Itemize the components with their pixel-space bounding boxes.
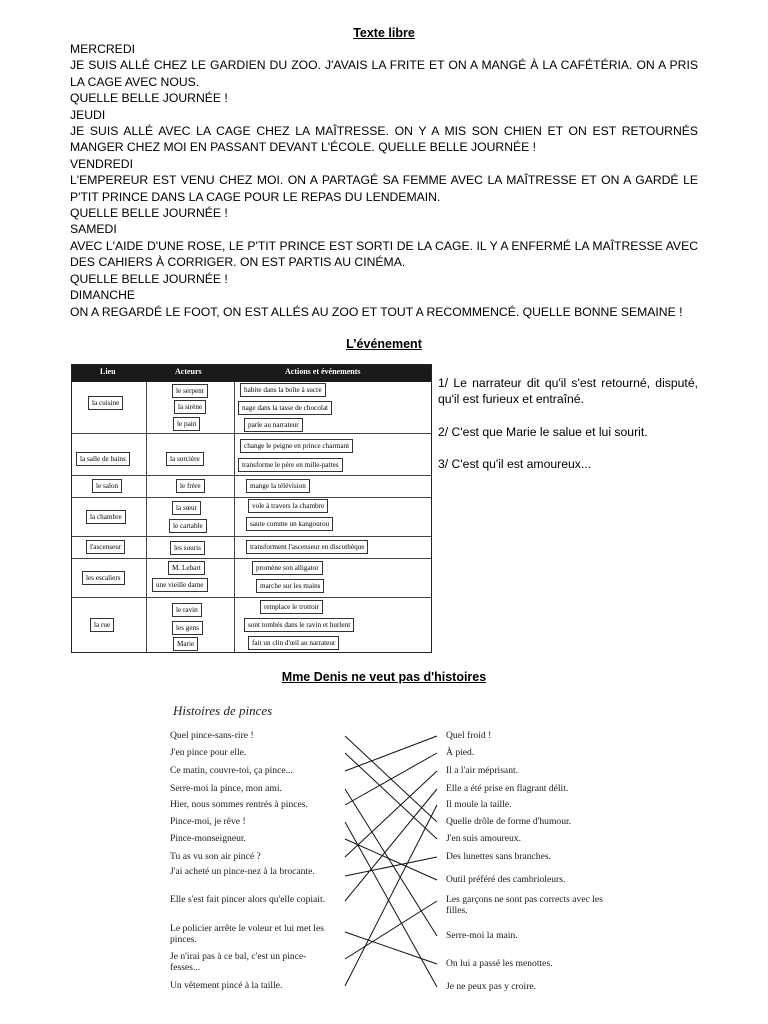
paragraph: QUELLE BELLE JOURNÉE ! [70, 91, 228, 106]
right-item: Quel froid ! [446, 730, 492, 741]
header-actions: Actions et événements [285, 367, 361, 376]
acteur-cell: le ravin [172, 603, 202, 617]
paragraph: JE SUIS ALLÉ CHEZ LE GARDIEN DU ZOO. J'AVAIS LA FRITE ET ON A MANGÉ À LA CAFÉTÉRIA. ON A PRIS LA CAGE AVEC NOUS. [70, 58, 698, 89]
exercise-title: Histoires de pinces [173, 703, 273, 718]
action-cell: mange la télévision [246, 479, 310, 493]
acteur-cell: le frère [176, 479, 205, 493]
action-cell: nage dans la tasse de chocolat [238, 401, 332, 415]
match-line [345, 789, 437, 936]
action-cell: sont tombés dans le ravin et hurlent [244, 618, 354, 632]
right-item: Les garçons ne sont pas corrects avec les filles. [446, 894, 603, 916]
texte-libre-title: Texte libre [353, 26, 415, 40]
action-cell: transforme le père en mille-pattes [238, 458, 343, 472]
right-item: Elle a été prise en flagrant délit. [446, 783, 569, 794]
left-item: Serre-moi la pince, mon ami. [170, 783, 282, 794]
paragraph: QUELLE BELLE JOURNÉE ! [70, 206, 228, 221]
day-label: VENDREDI [70, 156, 133, 171]
lieu-cell: la salle de bains [76, 452, 130, 466]
header-lieu: Lieu [100, 367, 116, 376]
right-item: Quelle drôle de forme d'humour. [446, 816, 572, 827]
left-item: J'en pince pour elle. [170, 747, 247, 758]
action-cell: habite dans la boîte à sucre [240, 383, 326, 397]
right-item: Il a l'air méprisant. [446, 765, 519, 776]
acteur-cell: Marie [173, 637, 198, 651]
paragraph: L'EMPEREUR EST VENU CHEZ MOI. ON A PARTAGÉ SA FEMME AVEC LA MAÎTRESSE ET ON A GARDÉ LE P'TIT PRINCE DANS LA CAGE POUR LE REPAS DU LENDEMAIN. [70, 173, 698, 204]
match-line [345, 901, 437, 959]
right-item: Je ne peux pas y croire. [446, 981, 537, 992]
day-label: MERCREDI [70, 42, 136, 56]
left-item: Je n'irai pas à ce bal, c'est un pince-fesses... [170, 951, 307, 973]
left-item: Un vêtement pincé à la taille. [170, 980, 283, 991]
left-item: Pince-monseigneur. [170, 833, 246, 844]
action-cell: promène son alligator [252, 561, 323, 575]
paragraph: QUELLE BELLE JOURNÉE ! [70, 271, 228, 286]
action-cell: remplace le trottoir [260, 600, 323, 614]
match-line [345, 753, 437, 805]
right-item: Serre-moi la main. [446, 930, 518, 941]
left-item: Quel pince-sans-rire ! [170, 730, 254, 741]
header-acteurs: Acteurs [175, 367, 202, 376]
action-cell: change le peigne en prince charmant [240, 439, 353, 453]
lieu-cell: le salon [92, 479, 122, 493]
lieu-cell: les escaliers [82, 571, 125, 585]
acteur-cell: les souris [170, 541, 205, 555]
lieu-cell: la rue [90, 618, 114, 632]
match-line [345, 736, 437, 771]
answer-3: 3/ C'est qu'il est amoureux... [438, 457, 592, 472]
day-label: JEUDI [70, 107, 106, 122]
right-item: J'en suis amoureux. [446, 833, 522, 844]
right-item: Des lunettes sans branches. [446, 851, 551, 862]
action-cell: parle au narrateur [244, 418, 303, 432]
match-line [345, 822, 437, 987]
lieu-cell: la chambre [86, 510, 126, 524]
acteur-cell: une vieille dame [152, 578, 208, 592]
paragraph: JE SUIS ALLÉ AVEC LA CAGE CHEZ LA MAÎTRESSE. ON Y A MIS SON CHIEN ET ON EST RETOURNÉS MANGER CHEZ MOI EN PASSANT DEVANT L'ÉCOLE. QUELLE BELLE JOURNÉE ! [70, 124, 698, 155]
left-item: Ce matin, couvre-toi, ça pince... [170, 765, 293, 776]
action-cell: vole à travers la chambre [248, 499, 328, 513]
acteur-cell: les gens [172, 621, 203, 635]
acteur-cell: le serpent [172, 384, 208, 398]
right-item: On lui a passé les menottes. [446, 958, 553, 969]
acteur-cell: le pain [173, 417, 200, 431]
acteur-cell: la sœur [172, 501, 201, 515]
paragraph: AVEC L'AIDE D'UNE ROSE, LE P'TIT PRINCE EST SORTI DE LA CAGE. IL Y A ENFERMÉ LA MAÎTRESSE AVEC DES CAHIERS À CORRIGER. ON EST PARTIS AU CINÉMA. [70, 238, 698, 270]
paragraph: ON A REGARDÉ LE FOOT, ON EST ALLÉS AU ZOO ET TOUT A RECOMMENCÉ. QUELLE BONNE SEMAINE ! [70, 304, 683, 319]
left-item: Pince-moi, je rêve ! [170, 816, 246, 827]
left-item: Tu as vu son air pincé ? [170, 851, 261, 862]
left-item: Le policier arrête le voleur et lui met les pinces. [170, 923, 324, 945]
right-item: Outil préféré des cambrioleurs. [446, 874, 566, 885]
action-cell: saute comme un kangourou [246, 517, 333, 531]
day-label: DIMANCHE [70, 288, 136, 303]
left-item: Elle s'est fait pincer alors qu'elle copiait. [170, 894, 326, 905]
lieu-cell: l'ascenseur [86, 540, 125, 554]
left-item: J'ai acheté un pince-nez à la brocante. [170, 866, 315, 877]
day-label: SAMEDI [70, 222, 117, 237]
evenement-title: L’événement [346, 337, 422, 351]
acteur-cell: la sirène [174, 400, 206, 414]
acteur-cell: la sorcière [166, 452, 204, 466]
lieu-cell: la cuisine [88, 396, 123, 410]
answer-2: 2/ C'est que Marie le salue et lui sourit. [438, 424, 648, 439]
match-line [345, 771, 437, 857]
right-item: Il moule la taille. [446, 799, 512, 810]
action-cell: marche sur les mains [256, 579, 324, 593]
action-cell: fait un clin d'œil au narrateur [248, 636, 339, 650]
mme-denis-title: Mme Denis ne veut pas d'histoires [281, 670, 487, 684]
acteur-cell: M. Lebart [168, 561, 205, 575]
answer-1: 1/ Le narrateur dit qu'il s'est retourné, disputé, qu'il est furieux et entraîné. [438, 376, 698, 407]
acteur-cell: le cartable [169, 519, 207, 533]
action-cell: transforment l'ascenseur en discothèque [246, 540, 368, 554]
right-item: À pied. [446, 747, 475, 758]
left-item: Hier, nous sommes rentrés à pinces. [170, 799, 308, 810]
